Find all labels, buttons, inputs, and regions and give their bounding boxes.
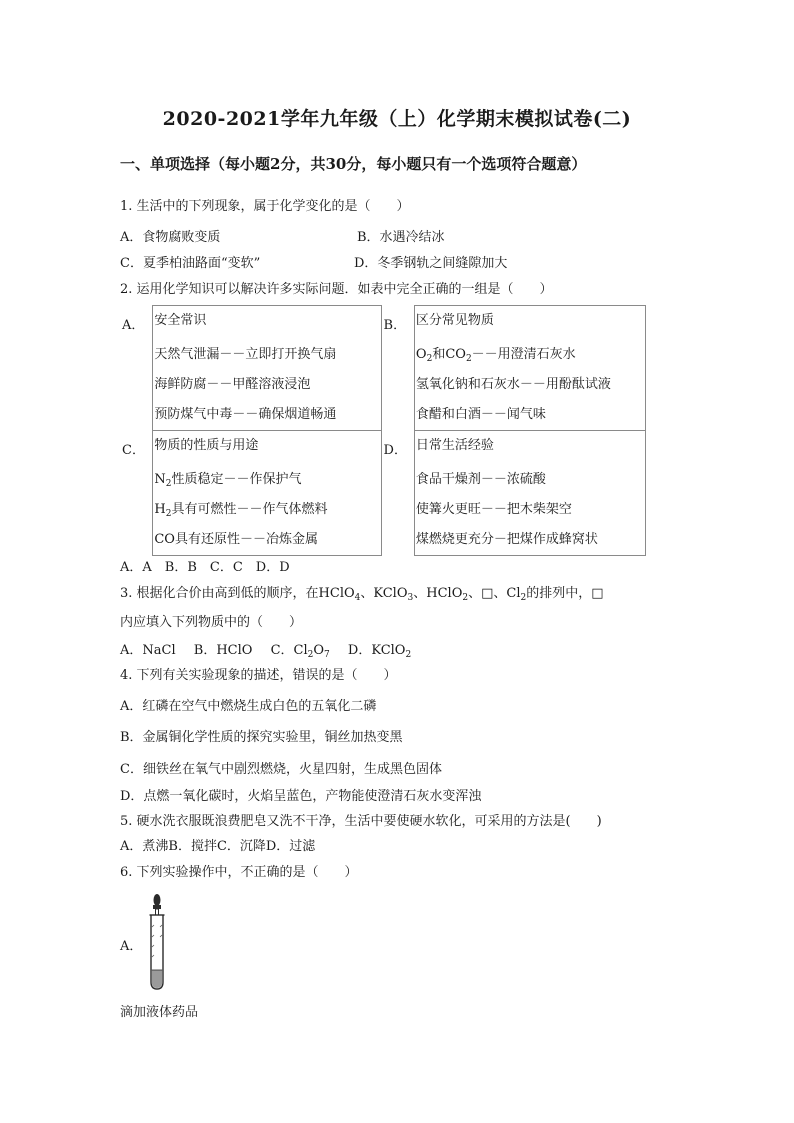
test-tube-liquid [152,970,162,988]
q2-a-header: 安全常识 [154,313,207,328]
q3-option-a: A．NaCl [120,643,176,658]
q4-option-d: D．点燃一氧化碳时，火焰呈蓝色，产物能使澄清石灰水变浑浊 [120,789,482,804]
q3-option-b: B．HClO [193,643,253,658]
q3-options [120,642,411,660]
q2-b-row2: 氢氧化钠和石灰水－－用酚酞试液 [415,377,611,392]
q2-table-label-c: C． [122,442,145,458]
q2-b-row3: 食醋和白酒－－闻气味 [415,407,546,422]
q2-a-row3: 预防煤气中毒－－确保烟道畅通 [154,407,337,422]
q2-c-row3: CO具有还原性－－冶炼金属 [154,532,318,547]
q2-table-cell-c [153,431,381,556]
q1-stem: 1. 生活中的下列现象，属于化学变化的是（ ） [120,199,410,214]
q2-table-cell-d [414,431,645,556]
q2-b-header: 区分常见物质 [415,313,494,328]
q2-knowledge-table [120,305,646,556]
q2-stem: 2. 运用化学知识可以解决许多实际问题．如表中完全正确的一组是（ ） [120,282,553,297]
q1-option-b: B．水遇冷结冰 [357,230,445,245]
q2-d-row2: 使篝火更旺－－把木柴架空 [415,502,572,517]
q3-stem: 3. 根据化合价由高到低的顺序，在HClO$_4$、KClO$_3$、HClO$_2$、□、$Cl_2$的排列中，□ [120,586,604,603]
q6-option-a-caption: 滴加液体药品 [120,1005,199,1020]
q2-a-row1: 天然气泄漏－－立即打开换气扇 [154,347,337,362]
q3-option-d: D．KClO$_2$ [347,643,412,660]
dropper-bulb [154,894,161,906]
q4-option-c: C．细铁丝在氧气中剧烈燃烧，火星四射，生成黑色固体 [120,762,442,777]
q5-options: A．煮沸B．搅拌C．沉降D．过滤 [120,839,316,854]
q1-option-c: C．夏季柏油路面“变软” [120,256,261,271]
q2-b-row1: $O_2$和$CO_2--$用澄清石灰水 [415,347,576,364]
q3-option-c: C．$Cl_2O_7$ [270,643,330,660]
dropper-test-tube-illustration [140,892,180,992]
q2-d-header: 日常生活经验 [415,438,494,453]
q2-c-header: 物质的性质与用途 [154,438,259,453]
q5-stem: 5. 硬水洗衣服既浪费肥皂又洗不干净，生活中要使硬水软化，可采用的方法是( ) [120,814,602,829]
section-heading: 一、单项选择（每小题2分，共30分，每小题只有一个选项符合题意） [120,155,587,173]
q2-c-row2: $H_2$具有可燃性－－作气体燃料 [154,502,328,519]
q2-d-row3: 煤燃烧更充分－把煤作成蜂窝状 [415,532,598,547]
q2-d-row1: 食品干燥剂－－浓硫酸 [415,472,546,487]
q1-option-d: D．冬季钢轨之间缝隙加大 [354,256,508,271]
q2-a-row2: 海鲜防腐－－甲醛溶液浸泡 [154,377,311,392]
q6-option-a-label: A． [120,939,143,954]
q4-option-b: B．金属铜化学性质的探究实验里，铜丝加热变黑 [120,730,403,745]
q2-table-label-b: B． [383,317,407,333]
q1-option-a: A．食物腐败变质 [120,230,221,245]
q2-table-label-a: A． [122,317,145,333]
q3-stem-line2: 内应填入下列物质中的（ ） [120,615,303,630]
q4-option-a: A．红磷在空气中燃烧生成白色的五氧化二磷 [120,699,377,714]
q2-options: A．A B．B C．C D．D [120,560,290,575]
q2-table-cell-a [153,306,381,431]
q4-stem: 4. 下列有关实验现象的描述，错误的是（ ） [120,668,397,683]
q6-stem: 6. 下列实验操作中，不正确的是（ ） [120,865,358,880]
q2-c-row1: $N_2$性质稳定－－作保护气 [154,472,302,489]
q2-table-cell-b [414,306,645,431]
page-title: 2020-2021学年九年级（上）化学期末模拟试卷(二) [162,108,632,130]
q2-table-label-d: D． [383,442,407,458]
dropper-collar [153,905,161,909]
